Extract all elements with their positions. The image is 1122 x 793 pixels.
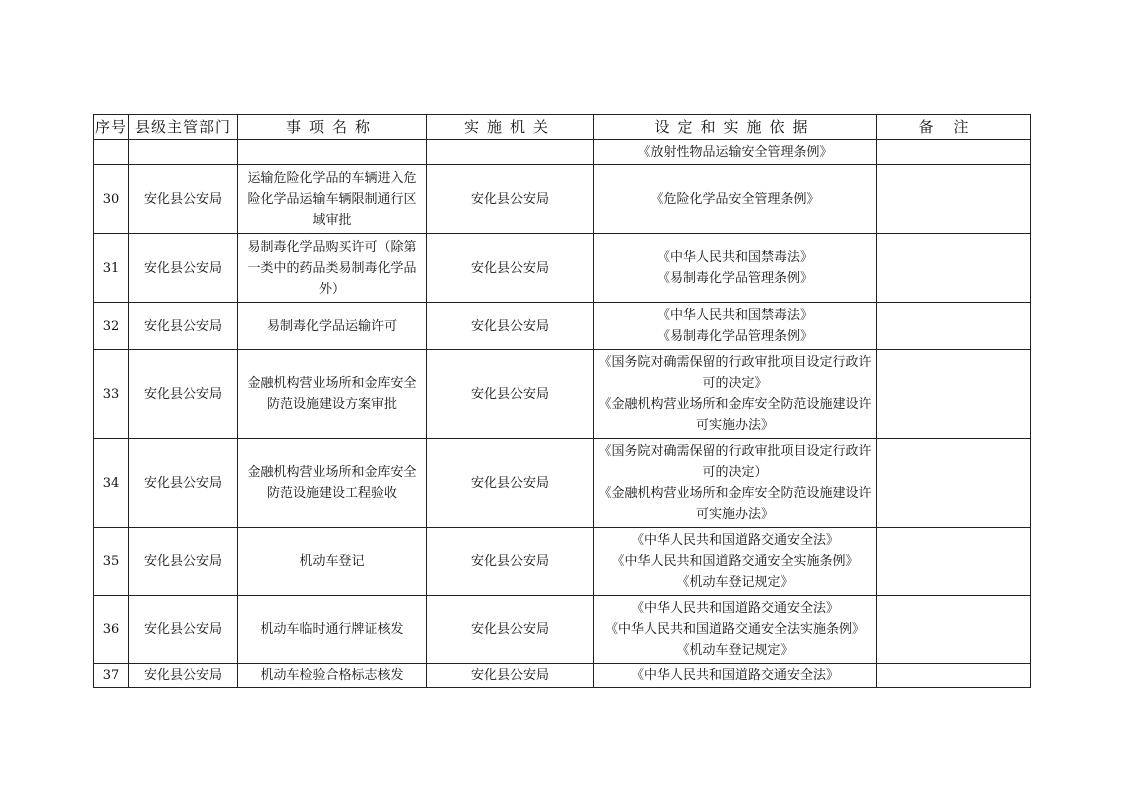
cell-org: [427, 140, 594, 165]
header-basis: 设定和实施依据: [594, 115, 877, 140]
cell-dept: 安化县公安局: [129, 303, 238, 350]
basis-line: 《中华人民共和国道路交通安全法实施条例》: [604, 622, 865, 637]
basis-line: 《金融机构营业场所和金库安全防范设施建设许可实施办法》: [598, 486, 872, 522]
cell-dept: 安化县公安局: [129, 234, 238, 303]
basis-line: 《国务院对确需保留的行政审批项目设定行政许可的决定）: [598, 444, 872, 480]
cell-note: [877, 439, 1031, 528]
cell-basis: [594, 303, 877, 350]
cell-item: 运输危险化学品的车辆进入危险化学品运输车辆限制通行区域审批: [238, 165, 427, 234]
cell-org: 安化县公安局: [427, 439, 594, 528]
basis-line: 《中华人民共和国禁毒法》: [656, 308, 813, 323]
header-no: 序号: [94, 115, 129, 140]
basis-line: 《中华人民共和国禁毒法》: [656, 250, 813, 265]
cell-item: 机动车检验合格标志核发: [238, 664, 427, 688]
cell-note: [877, 303, 1031, 350]
cell-org: 安化县公安局: [427, 234, 594, 303]
cell-note: [877, 165, 1031, 234]
items-table: [93, 114, 1031, 688]
basis-line: 《机动车登记规定》: [676, 575, 794, 590]
cell-basis: [594, 528, 877, 596]
table-row: [94, 234, 1031, 303]
basis-line: 《易制毒化学品管理条例》: [656, 271, 813, 286]
cell-org: 安化县公安局: [427, 303, 594, 350]
cell-note: [877, 234, 1031, 303]
table-row: [94, 528, 1031, 596]
cell-note: [877, 664, 1031, 688]
cell-item: 机动车登记: [238, 528, 427, 596]
cell-note: [877, 596, 1031, 664]
cell-item: [238, 140, 427, 165]
cell-basis: [594, 596, 877, 664]
cell-no: 35: [94, 528, 129, 596]
cell-item: 金融机构营业场所和金库安全防范设施建设工程验收: [238, 439, 427, 528]
cell-dept: 安化县公安局: [129, 439, 238, 528]
cell-basis: [594, 439, 877, 528]
table-row: [94, 303, 1031, 350]
table-row: [94, 596, 1031, 664]
cell-org: 安化县公安局: [427, 664, 594, 688]
basis-line: 《危险化学品安全管理条例》: [650, 191, 820, 207]
cell-no: 33: [94, 350, 129, 439]
table-row: [94, 165, 1031, 234]
header-note: 备注: [877, 115, 1031, 140]
table-row: [94, 439, 1031, 528]
continuation-row: [94, 140, 1031, 165]
basis-line: 《易制毒化学品管理条例》: [656, 329, 813, 344]
cell-no: 34: [94, 439, 129, 528]
cell-basis: [594, 165, 877, 234]
cell-dept: 安化县公安局: [129, 664, 238, 688]
cell-dept: 安化县公安局: [129, 528, 238, 596]
cell-dept: 安化县公安局: [129, 596, 238, 664]
cell-no: 30: [94, 165, 129, 234]
cell-item: 金融机构营业场所和金库安全防范设施建设方案审批: [238, 350, 427, 439]
cell-org: 安化县公安局: [427, 528, 594, 596]
cell-dept: 安化县公安局: [129, 350, 238, 439]
basis-line: 《放射性物品运输安全管理条例》: [637, 144, 833, 160]
cell-basis: [594, 234, 877, 303]
basis-line: 《金融机构营业场所和金库安全防范设施建设许可实施办法》: [598, 397, 872, 433]
header-row: [94, 115, 1031, 140]
cell-no: 37: [94, 664, 129, 688]
cell-item: 机动车临时通行牌证核发: [238, 596, 427, 664]
cell-item: 易制毒化学品运输许可: [238, 303, 427, 350]
cell-no: 31: [94, 234, 129, 303]
basis-line: 《中华人民共和国道路交通安全法》: [630, 533, 839, 548]
cell-basis: [594, 350, 877, 439]
cell-org: 安化县公安局: [427, 165, 594, 234]
table-row: [94, 350, 1031, 439]
cell-no: 32: [94, 303, 129, 350]
table-row: [94, 664, 1031, 688]
cell-note: [877, 140, 1031, 165]
cell-basis: [594, 140, 877, 165]
basis-line: 《中华人民共和国道路交通安全法》: [630, 601, 839, 616]
cell-item: 易制毒化学品购买许可（除第一类中的药品类易制毒化学品外）: [238, 234, 427, 303]
cell-no: [94, 140, 129, 165]
cell-dept: [129, 140, 238, 165]
cell-dept: 安化县公安局: [129, 165, 238, 234]
basis-line: 《中华人民共和国道路交通安全实施条例》: [611, 554, 859, 569]
cell-note: [877, 350, 1031, 439]
basis-line: 《中华人民共和国道路交通安全法》: [630, 668, 839, 683]
cell-basis: [594, 664, 877, 688]
cell-org: 安化县公安局: [427, 596, 594, 664]
header-org: 实施机关: [427, 115, 594, 140]
basis-line: 《国务院对确需保留的行政审批项目设定行政许可的决定》: [598, 355, 872, 391]
header-dept: 县级主管部门: [129, 115, 238, 140]
header-item: 事项名称: [238, 115, 427, 140]
cell-no: 36: [94, 596, 129, 664]
basis-line: 《机动车登记规定》: [676, 643, 794, 658]
cell-org: 安化县公安局: [427, 350, 594, 439]
cell-note: [877, 528, 1031, 596]
